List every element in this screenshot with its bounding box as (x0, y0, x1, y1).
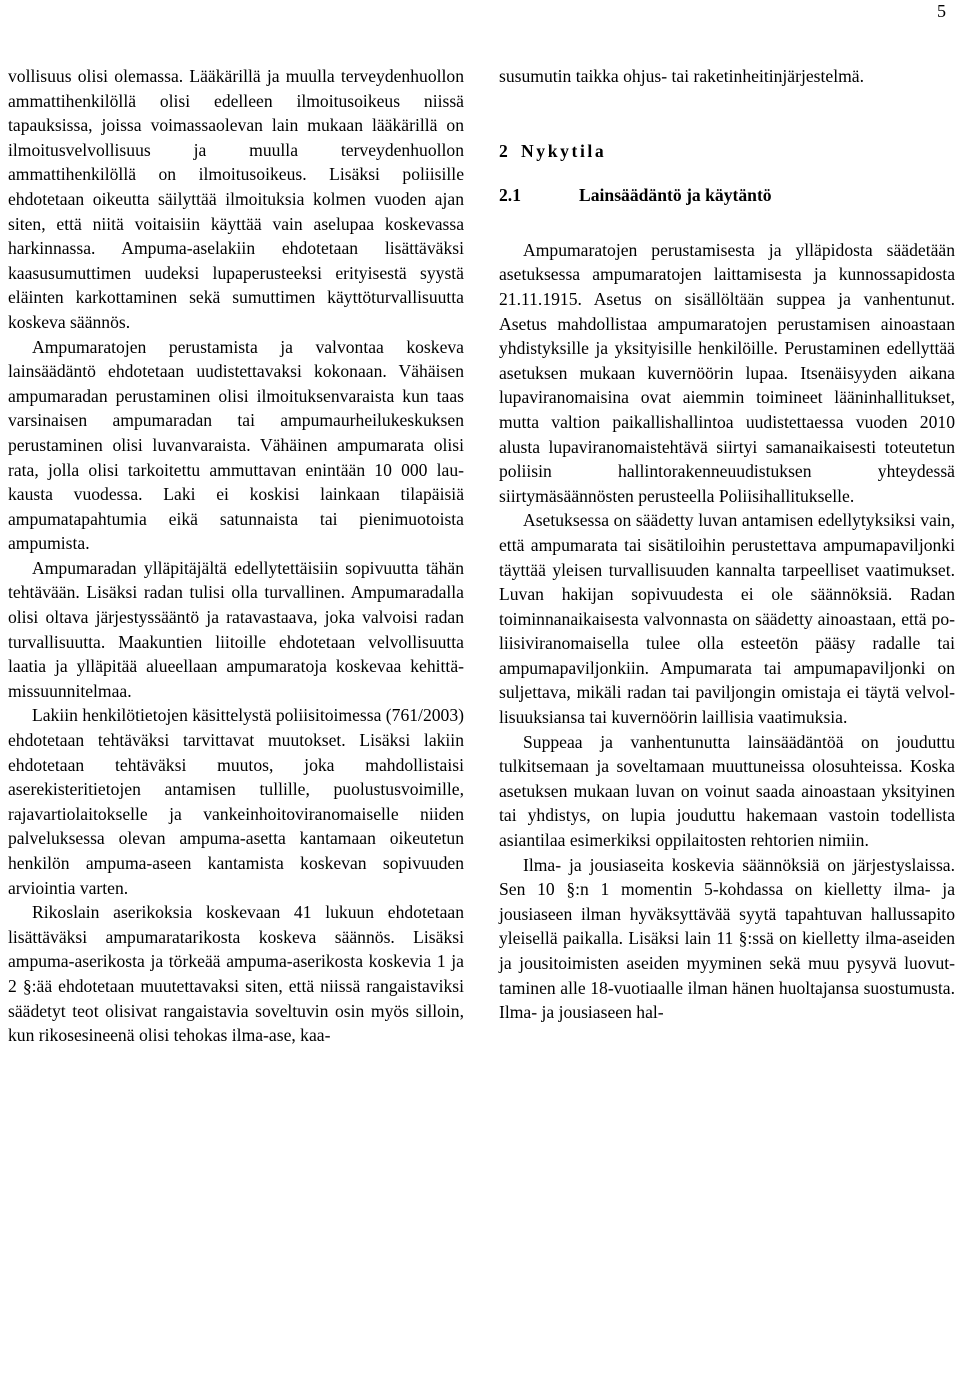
section-heading (499, 139, 955, 164)
right-paragraph-1: Ampumaratojen perustamisesta ja ylläpidosta säädetään asetuksessa ampumaratojen laittamisesta ja kunnossapidosta 21.11.1915. Asetus on sisällöltään suppea ja vanhentunut. Asetus mahdollistaa ampumaratojen perustamisen ainoastaan yhdistyksille ja yksityisille henkilöille. Perustaminen edellyttää asetuksen mukaan kuvernöörin lupaa. Itsenäisyyden aikana lupaviranomaisina ovat aiemmin toimineet lääninhallitukset, mutta valtion paikallishallintoa uudistettaessa vuoden 2010 alusta lupaviranomaistehtävä siirtyi samanaikaisesti toteutetun poliisin hallintorakenneuudistuksen yhteydessä siirtymäsäännösten perusteella Poliisihallitukselle. (499, 239, 955, 506)
left-paragraph-1: vollisuus olisi olemassa. Lääkärillä ja muulla terveydenhuollon ammattihenkilöllä olisi edelleen ilmoitusoikeus niissä tapauksissa, joissa voimassaolevan lain mukaan lääkärillä on ilmoitusvelvollisuus ja muulla terveydenhuollon ammattihenkilöllä on ilmoitusoikeus. Lisäksi poliisille ehdotetaan oikeutta säilyttää ilmoituksia kolmen vuoden ajan siten, että niitä voitaisiin käyttää vain aselupaa koskevassa harkinnassa. Ampuma-aselakiin ehdotetaan lisättäväksi kaasusumuttimen uudeksi lupaperusteeksi erityisestä syystä eläinten karkottaminen sekä sumuttimen käyttöturvallisuutta koskeva säännös. (8, 66, 464, 332)
right-paragraph-2: Asetuksessa on säädetty luvan antamisen edellytyksiksi vain, että ampumarata tai sisätiloihin perustettava ampumapaviljonki täyttää yleisen turvallisuuden kannalta tarpeelliset vaatimukset. Luvan hakijan sopivuudesta ei ole säännöksiä. Radan toiminnanaikaisesta valvonnasta on säädetty ainoastaan, että poliisiviranomaisella tulee olla esteetön pääsy radalle tai ampumapaviljonkiin. Ampumarata tai ampumapaviljonki on suljettava, mikäli radan tai paviljongin omistaja ei täytä velvollisuuksiansa tai kuvernöörin laillisia vaatimuksia. (499, 510, 955, 728)
subsection-heading (499, 183, 955, 208)
section-title: Nykytila (521, 140, 607, 161)
left-paragraph-2: Ampumaratojen perustamista ja valvontaa koskeva lainsäädäntö ehdotetaan uudistettavaksi kokonaan. Vähäisen ampumaradan perustaminen olisi ilmoituksenvaraista kun taas varsinaisen ampumaradan tai ampumaurheilukeskuksen perustaminen olisi luvanvaraista. Vähäinen ampumarata olisi rata, jolla olisi tarkoitettu ammuttavan enintään 10 000 laukausta vuodessa. Laki ei koskisi lainkaan tilapäisiä ampumatapahtumia eikä satunnaista tai pienimuotoista ampumista. (8, 336, 464, 554)
page-number: 5 (937, 1, 946, 21)
subsection-title: Lainsäädäntö ja käytäntö (579, 185, 772, 206)
right-paragraph-3: Suppeaa ja vanhentunutta lainsäädäntöä on jouduttu tulkitsemaan ja soveltamaan muuttuneissa olosuhteissa. Koska asetuksen mukaan luvan on voinut saada ainoastaan yksityinen tai yhdistys, on lupia jouduttu hakemaan vastoin todellista asiantilaa esimerkiksi oppilaitosten rehtorien nimiin. (499, 731, 955, 851)
section-number: 2 (499, 140, 508, 161)
left-paragraph-4: Lakiin henkilötietojen käsittelystä poliisitoimessa (761/2003) ehdotetaan tehtäväksi tarvittavat muutokset. Lisäksi lakiin ehdotetaan tehtäväksi muutos, joka mahdollistaisi aserekisteritietojen antamisen tullille, puolustusvoimille, rajavartiolaitokselle ja vankeinhoitoviranomaiselle niiden palveluksessa olevan ampuma-asetta kantamaan oikeutetun henkilön ampuma-aseen kantamista koskevan sopivuuden arviointia varten. (8, 705, 464, 898)
right-column (499, 64, 955, 1025)
left-column (8, 64, 464, 1048)
left-paragraph-5: Rikoslain aserikoksia koskevaan 41 lukuun ehdotetaan lisättäväksi ampumaratarikosta koskeva säännös. Lisäksi ampuma-aserikosta ja törkeää ampuma-aserikosta koskevia 1 ja 2 §:ää ehdotetaan muutettavaksi siten, että niissä rangaistaviksi säädetyt teot olisivat rangaistavia soveltuvin osin myös silloin, kun rikosesineenä olisi tehokas ilma-ase, kaa- (8, 902, 464, 1046)
right-paragraph-4: Ilma- ja jousiaseita koskevia säännöksiä on järjestyslaissa. Sen 10 §:n 1 momentin 5-kohdassa on kielletty ilma- ja jousiaseen ilman hyväksyttävää syytä tapahtuvan hallussapito yleisellä paikalla. Lisäksi lain 11 §:ssä on kielletty ilma-aseiden ja jousitoimisten aseiden myyminen sekä muu pysyvä luovuttaminen alle 18-vuotiaalle ilman hänen huoltajansa suostumusta. Ilma- ja jousiaseen hal- (499, 854, 955, 1023)
subsection-number: 2.1 (499, 185, 521, 206)
right-intro-paragraph: susumutin taikka ohjus- tai raketinheitinjärjestelmä. (499, 66, 864, 86)
left-paragraph-3: Ampumaradan ylläpitäjältä edellytettäisiin sopivuutta tähän tehtävään. Lisäksi radan tulisi olla turvallinen. Ampumaradalla olisi oltava järjestyssääntö ja ratavastaava, joka valvoisi radan turvallisuutta. Maakuntien liitoille ehdotetaan velvollisuutta laatia ja ylläpitää alueellaan ampumaratoja koskevaa kehittämissuunnitelmaa. (8, 557, 464, 701)
